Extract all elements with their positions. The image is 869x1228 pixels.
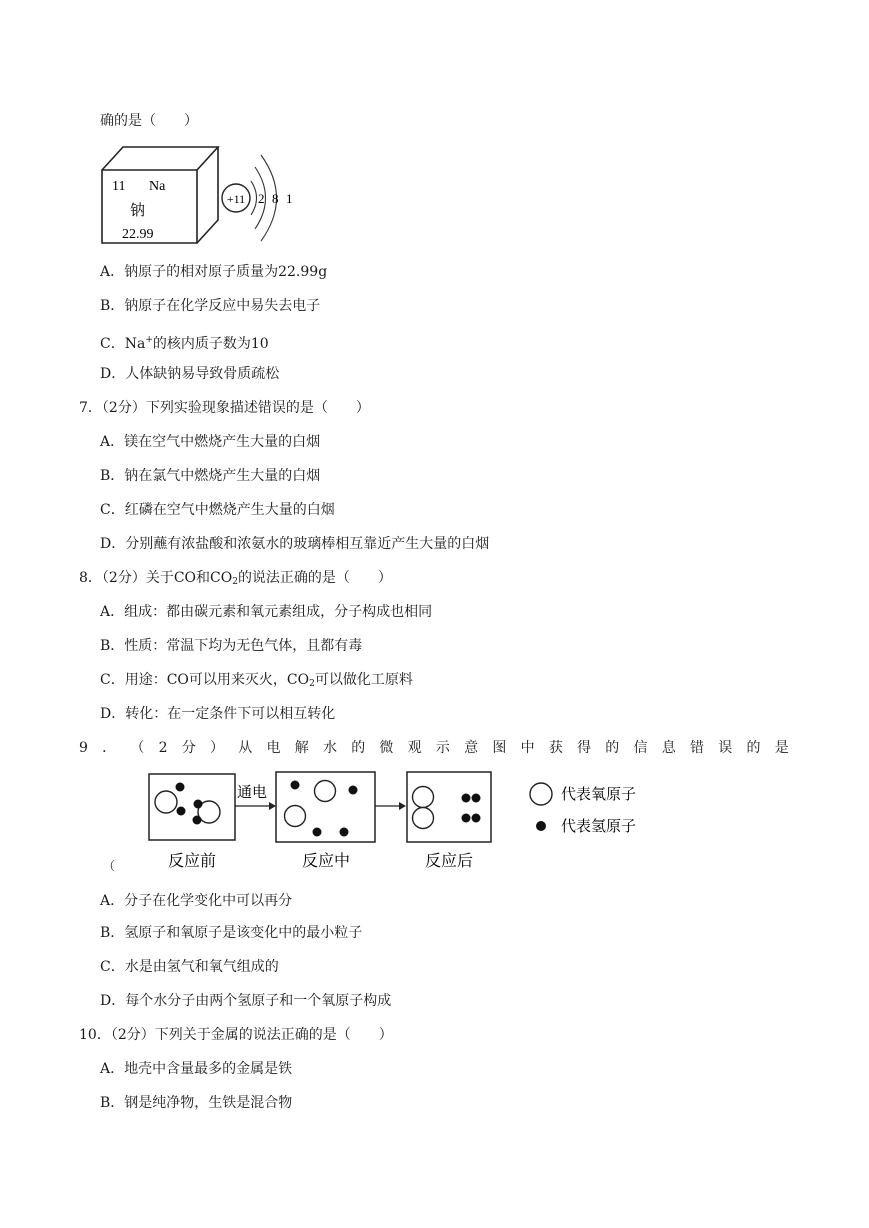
legend-oxygen-label: 代表氧原子	[561, 785, 637, 803]
question-8-stem: 8．（2分）关于CO和$CO_2$的说法正确的是（ ）	[79, 570, 392, 587]
q9-stem-char: 9	[79, 740, 88, 756]
legend-hydrogen-label: 代表氢原子	[561, 817, 637, 835]
legend-oxygen-icon	[530, 783, 552, 805]
oxygen-atom	[285, 806, 306, 827]
q8-option-d: D．转化：在一定条件下可以相互转化	[100, 706, 336, 722]
q9-stem-char: 错	[690, 740, 704, 756]
q9-stem-char: 误	[718, 740, 733, 756]
q9-stem-char: ．	[102, 740, 117, 756]
arrow-head-icon	[269, 802, 276, 810]
question-6-tail: 确的是（ ）	[100, 113, 198, 129]
q7-option-d: D．分别蘸有浓盐酸和浓氨水的玻璃棒相互靠近产生大量的白烟	[100, 536, 490, 552]
q8-option-a: A．组成：都由碳元素和氧元素组成，分子构成也相同	[100, 604, 433, 620]
hydrogen-atom	[472, 794, 481, 803]
hydrogen-atom	[462, 814, 471, 823]
hydrogen-atom	[472, 814, 481, 823]
q6-option-b: B．钠原子在化学反应中易失去电子	[100, 298, 321, 314]
q9-stem-char: ）	[210, 740, 225, 756]
q9-stem-char: 分	[181, 740, 196, 756]
electrolysis-diagram	[145, 768, 655, 878]
hydrogen-atom	[194, 800, 203, 809]
hydrogen-atom	[176, 783, 185, 792]
caption-after: 反应后	[424, 851, 474, 870]
shell-1-count: 2	[258, 191, 265, 206]
q9-stem-char: 电	[266, 740, 281, 756]
q9-stem-char: （	[130, 740, 145, 756]
q9-stem-char: 从	[238, 740, 253, 756]
q9-option-b: B．氢原子和氧原子是该变化中的最小粒子	[100, 925, 363, 941]
hydrogen-atom	[349, 786, 358, 795]
q9-stem-char: 信	[633, 740, 648, 756]
q7-option-c: C．红磷在空气中燃烧产生大量的白烟	[100, 502, 335, 518]
hydrogen-atom	[340, 828, 349, 837]
q9-option-d: D．每个水分子由两个氢原子和一个氧原子构成	[100, 993, 392, 1009]
question-7-stem: 7．（2分）下列实验现象描述错误的是（ ）	[79, 400, 370, 416]
atomic-number: 11	[112, 179, 126, 194]
question-10-stem: 10．（2分）下列关于金属的说法正确的是（ ）	[79, 1027, 393, 1043]
hydrogen-atom	[193, 816, 202, 825]
q9-option-c: C．水是由氢气和氧气组成的	[100, 959, 279, 975]
hydrogen-atom	[291, 781, 300, 790]
q9-stem-char: 示	[435, 740, 450, 756]
q8-option-c: C．用途：CO可以用来灭火，$CO_2$可以做化工原料	[100, 672, 413, 689]
q9-stem-char: 是	[774, 740, 789, 756]
q7-option-a: A．镁在空气中燃烧产生大量的白烟	[100, 434, 321, 450]
atomic-mass: 22.99	[122, 227, 154, 242]
oxygen-atom	[315, 781, 336, 802]
q6-option-d: D．人体缺钠易导致骨质疏松	[100, 366, 280, 382]
q7-option-b: B．钠在氯气中燃烧产生大量的白烟	[100, 468, 321, 484]
shell-2-count: 8	[272, 191, 279, 206]
hydrogen-atom	[313, 828, 322, 837]
oxygen-atom	[413, 787, 434, 808]
q6-option-a: A．钠原子的相对原子质量为22.99g	[100, 264, 328, 280]
q9-stem-char: 获	[548, 740, 563, 756]
oxygen-atom	[155, 791, 177, 813]
q8-option-b: B．性质：常温下均为无色气体，且都有毒	[100, 638, 363, 654]
q9-open-paren: （	[103, 859, 116, 873]
q9-stem-char: 得	[577, 740, 592, 756]
caption-during: 反应中	[301, 851, 351, 870]
element-symbol: Na	[149, 179, 166, 194]
element-name: 钠	[130, 201, 146, 219]
q9-stem-char: 的	[605, 740, 620, 756]
q9-stem-char: 观	[407, 740, 422, 756]
q9-stem-char: 意	[464, 740, 479, 756]
legend-hydrogen-icon	[536, 821, 546, 831]
q9-stem-char: 中	[520, 740, 535, 756]
q9-stem-char: 解	[294, 740, 309, 756]
hydrogen-atom	[177, 807, 186, 816]
q9-stem-char: 的	[746, 740, 761, 756]
q9-stem-char: 水	[322, 740, 337, 756]
q9-stem-char: 图	[492, 740, 507, 756]
arrow-head-icon	[399, 802, 406, 810]
q9-stem-char: 2	[158, 740, 168, 756]
sodium-element-card	[100, 143, 300, 247]
question-9-stem	[79, 739, 789, 757]
caption-before: 反应前	[167, 851, 217, 870]
q10-option-a: A．地壳中含量最多的金属是铁	[100, 1061, 293, 1077]
q9-stem-char: 的	[351, 740, 366, 756]
shell-3-count: 1	[286, 191, 293, 206]
q6-option-c: C．Na+的核内质子数为10	[100, 335, 269, 352]
nucleus-charge: +11	[226, 192, 246, 206]
q9-stem-char: 微	[379, 740, 394, 756]
shell-arc-1	[251, 181, 257, 215]
arrow-label: 通电	[237, 783, 268, 801]
q9-option-a: A．分子在化学变化中可以再分	[100, 893, 293, 909]
q9-stem-char: 息	[661, 740, 676, 756]
oxygen-atom	[413, 808, 434, 829]
q10-option-b: B．钢是纯净物，生铁是混合物	[100, 1095, 293, 1111]
hydrogen-atom	[462, 794, 471, 803]
